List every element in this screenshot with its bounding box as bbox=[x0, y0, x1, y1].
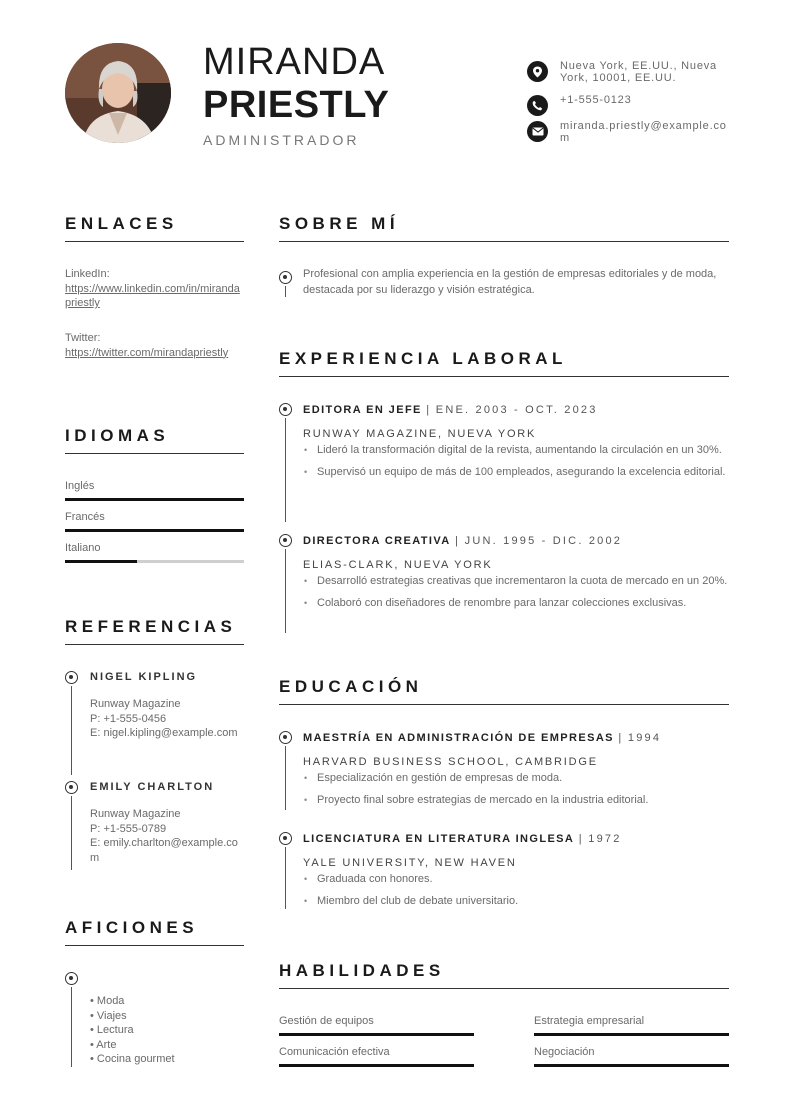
timeline-marker-icon bbox=[279, 271, 292, 284]
experience-heading: EXPERIENCIA LABORAL bbox=[279, 349, 567, 368]
reference-item bbox=[90, 670, 242, 741]
link-linkedin bbox=[65, 267, 245, 311]
experience-divider bbox=[279, 376, 729, 377]
language-level-bar bbox=[65, 529, 244, 532]
language-level-bar bbox=[65, 498, 244, 501]
timeline-marker-icon bbox=[65, 781, 78, 794]
about-divider bbox=[279, 241, 729, 242]
reference-details bbox=[90, 807, 242, 865]
about-section bbox=[279, 214, 729, 242]
address-text: Nueva York, EE.UU., Nueva York, 10001, EE.UU. bbox=[560, 60, 717, 84]
education-degree: LICENCIATURA EN LITERATURA INGLESA bbox=[303, 833, 575, 845]
timeline-line bbox=[285, 847, 286, 909]
education-bullets bbox=[303, 872, 729, 909]
language-item bbox=[65, 541, 244, 563]
link-twitter bbox=[65, 331, 245, 360]
reference-name: NIGEL KIPLING bbox=[90, 671, 198, 683]
links-section bbox=[65, 214, 244, 242]
separator: | bbox=[618, 732, 624, 744]
education-heading: EDUCACIÓN bbox=[279, 677, 423, 696]
timeline-marker-icon bbox=[65, 972, 78, 985]
experience-company: ELIAS-CLARK, NUEVA YORK bbox=[303, 559, 493, 571]
references-heading: REFERENCIAS bbox=[65, 617, 237, 636]
list-item: • Colaboró con diseñadores de renombre para lanzar colecciones exclusivas. bbox=[303, 596, 729, 611]
contact-email bbox=[527, 120, 727, 144]
language-item bbox=[65, 510, 244, 532]
experience-bullets bbox=[303, 574, 729, 611]
reference-email: E: nigel.kipling@example.com bbox=[90, 727, 238, 739]
skill-item bbox=[534, 1045, 729, 1067]
experience-role: DIRECTORA CREATIVA bbox=[303, 535, 451, 547]
job-title: ADMINISTRADOR bbox=[203, 132, 360, 148]
list-item: • Especialización en gestión de empresas de moda. bbox=[303, 771, 729, 786]
experience-section bbox=[279, 349, 729, 377]
skill-item bbox=[279, 1045, 474, 1067]
education-school: YALE UNIVERSITY, NEW HAVEN bbox=[303, 857, 517, 869]
reference-item bbox=[90, 780, 242, 865]
list-item: • Graduada con honores. bbox=[303, 872, 729, 887]
reference-company: Runway Magazine bbox=[90, 808, 181, 820]
timeline-marker-icon bbox=[65, 671, 78, 684]
hobby-item: • Arte bbox=[90, 1038, 117, 1051]
hobby-item: • Lectura bbox=[90, 1024, 134, 1037]
list-item: • Lideró la transformación digital de la revista, aumentando la circulación en un 30%. bbox=[303, 443, 729, 458]
language-item bbox=[65, 479, 244, 501]
reference-details bbox=[90, 697, 242, 741]
email-text[interactable]: miranda.priestly@example.com bbox=[560, 120, 727, 144]
profile-photo-image bbox=[65, 43, 171, 143]
experience-entry bbox=[303, 534, 729, 618]
skill-name: Negociación bbox=[534, 1046, 595, 1058]
language-level-fill bbox=[65, 529, 244, 532]
first-name: MIRANDA bbox=[203, 41, 386, 83]
education-divider bbox=[279, 704, 729, 705]
experience-dates: JUN. 1995 - DIC. 2002 bbox=[464, 535, 623, 547]
timeline-line bbox=[71, 686, 72, 775]
language-name: Inglés bbox=[65, 480, 95, 492]
education-header bbox=[303, 731, 729, 745]
language-level-fill bbox=[65, 560, 137, 563]
reference-name: EMILY CHARLTON bbox=[90, 781, 215, 793]
list-item: • Supervisó un equipo de más de 100 empleados, asegurando la excelencia editorial. bbox=[303, 465, 729, 480]
links-divider bbox=[65, 241, 244, 242]
skill-item bbox=[534, 1014, 729, 1036]
experience-header bbox=[303, 534, 729, 548]
languages-divider bbox=[65, 453, 244, 454]
education-entry bbox=[303, 832, 729, 916]
experience-dates: ENE. 2003 - OCT. 2023 bbox=[435, 404, 598, 416]
list-item: • Proyecto final sobre estrategias de mercado en la industria editorial. bbox=[303, 793, 729, 808]
separator: | bbox=[578, 833, 584, 845]
timeline-line bbox=[285, 549, 286, 633]
last-name: PRIESTLY bbox=[203, 84, 390, 126]
experience-bullets bbox=[303, 443, 729, 480]
education-year: 1994 bbox=[627, 732, 662, 744]
hobbies-list bbox=[90, 994, 175, 1067]
skill-bar bbox=[534, 1033, 729, 1036]
experience-header bbox=[303, 403, 729, 417]
link-linkedin-url[interactable]: https://www.linkedin.com/in/mirandapriestly bbox=[65, 282, 240, 309]
envelope-icon bbox=[527, 121, 548, 142]
timeline-line bbox=[285, 746, 286, 810]
reference-company: Runway Magazine bbox=[90, 698, 181, 710]
education-degree: MAESTRÍA EN ADMINISTRACIÓN DE EMPRESAS bbox=[303, 732, 614, 744]
references-section bbox=[65, 617, 244, 645]
languages-section bbox=[65, 426, 244, 454]
skills-divider bbox=[279, 988, 729, 989]
timeline-line bbox=[71, 796, 72, 870]
timeline-marker-icon bbox=[279, 403, 292, 416]
hobbies-divider bbox=[65, 945, 244, 946]
skill-name: Comunicación efectiva bbox=[279, 1046, 390, 1058]
skill-bar bbox=[279, 1064, 474, 1067]
timeline-marker-icon bbox=[279, 832, 292, 845]
separator: | bbox=[426, 404, 432, 416]
list-item: • Desarrolló estrategias creativas que incrementaron la cuota de mercado en un 20%. bbox=[303, 574, 729, 589]
references-divider bbox=[65, 644, 244, 645]
skills-section bbox=[279, 961, 729, 989]
education-section bbox=[279, 677, 729, 705]
link-twitter-url[interactable]: https://twitter.com/mirandapriestly bbox=[65, 346, 229, 359]
contact-address bbox=[527, 60, 727, 84]
contact-phone bbox=[527, 94, 727, 116]
timeline-line bbox=[71, 987, 72, 1067]
hobby-item: • Viajes bbox=[90, 1009, 127, 1022]
skills-heading: HABILIDADES bbox=[279, 961, 445, 980]
separator: | bbox=[455, 535, 461, 547]
timeline-marker-icon bbox=[279, 534, 292, 547]
hobbies-section bbox=[65, 918, 244, 946]
education-year: 1972 bbox=[588, 833, 622, 845]
links-heading: ENLACES bbox=[65, 214, 178, 233]
timeline-line bbox=[285, 286, 286, 297]
profile-photo bbox=[65, 43, 171, 143]
hobby-item: • Moda bbox=[90, 995, 125, 1007]
skill-bar bbox=[534, 1064, 729, 1067]
skill-name: Gestión de equipos bbox=[279, 1015, 374, 1027]
phone-text[interactable]: +1-555-0123 bbox=[560, 94, 632, 106]
language-name: Italiano bbox=[65, 542, 101, 554]
skill-name: Estrategia empresarial bbox=[534, 1015, 645, 1027]
timeline-line bbox=[285, 418, 286, 522]
link-linkedin-label: LinkedIn: bbox=[65, 268, 110, 280]
link-twitter-label: Twitter: bbox=[65, 332, 101, 344]
about-heading: SOBRE MÍ bbox=[279, 214, 400, 233]
hobby-item: • Cocina gourmet bbox=[90, 1053, 175, 1066]
language-level-fill bbox=[65, 498, 244, 501]
reference-phone: P: +1-555-0456 bbox=[90, 712, 167, 725]
about-text: Profesional con amplia experiencia en la gestión de empresas editoriales y de moda, destacada por su liderazgo y visión estratégica. bbox=[303, 268, 717, 296]
location-pin-icon bbox=[527, 61, 548, 82]
education-bullets bbox=[303, 771, 729, 808]
languages-heading: IDIOMAS bbox=[65, 426, 170, 445]
skill-item bbox=[279, 1014, 474, 1036]
language-name: Francés bbox=[65, 511, 105, 523]
timeline-marker-icon bbox=[279, 731, 292, 744]
list-item: • Miembro del club de debate universitario. bbox=[303, 894, 729, 909]
experience-company: RUNWAY MAGAZINE, NUEVA YORK bbox=[303, 428, 537, 440]
education-entry bbox=[303, 731, 729, 815]
reference-phone: P: +1-555-0789 bbox=[90, 822, 167, 835]
language-level-bar bbox=[65, 560, 244, 563]
phone-icon bbox=[527, 95, 548, 116]
education-header bbox=[303, 832, 729, 846]
skill-bar bbox=[279, 1033, 474, 1036]
experience-role: EDITORA EN JEFE bbox=[303, 404, 422, 416]
education-school: HARVARD BUSINESS SCHOOL, CAMBRIDGE bbox=[303, 756, 598, 768]
hobbies-heading: AFICIONES bbox=[65, 918, 199, 937]
experience-entry bbox=[303, 403, 729, 487]
reference-email: E: emily.charlton@example.com bbox=[90, 837, 238, 864]
